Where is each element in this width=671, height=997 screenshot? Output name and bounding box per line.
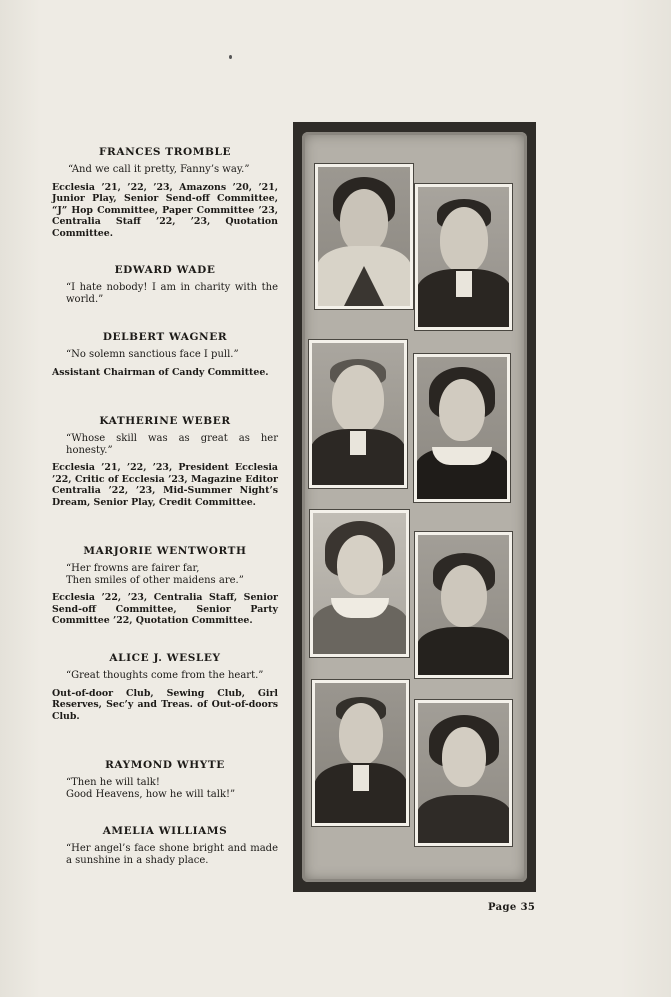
entry-activities: Assistant Chairman of Candy Committee. [52, 366, 269, 378]
entry-alice-wesley [52, 652, 278, 722]
entry-quote: “Whose skill was as great as her honesty.” [66, 433, 278, 456]
portrait-alice-wesley [415, 532, 512, 678]
entry-activities: Ecclesia ’21, ’22, ’23, President Ecclesia ’22, Critic of Ecclesia ’23, Magazine Editor Centralia ’22, ’23, Mid-Summer Night’s Dream, Senior Play, Credit Committee. [52, 462, 278, 508]
entry-name: AMELIA WILLIAMS [102, 825, 228, 837]
entry-activities: Ecclesia ’21, ’22, ’23, Amazons ’20, ’21, Junior Play, Senior Send-off Committee, “J” Hop Committee, Paper Committee ’23, Centralia Staff ’22, ’23, Quotation Committee. [52, 181, 278, 239]
entry-name: RAYMOND WHYTE [105, 759, 225, 771]
page-number: Page 35 [488, 902, 536, 913]
entry-activities: Out-of-door Club, Sewing Club, Girl Reserves, Sec’y and Treas. of Out-of-doors Club. [52, 687, 278, 722]
entry-name: EDWARD WADE [114, 264, 216, 276]
entry-quote: “And we call it pretty, Fanny’s way.” [68, 164, 250, 175]
entry-name: DELBERT WAGNER [102, 331, 228, 343]
portrait-amelia-williams [415, 700, 512, 846]
entry-quote: “Then he will talk! Good Heavens, how he will talk!” [66, 777, 236, 800]
entry-name: MARJORIE WENTWORTH [83, 545, 247, 557]
entry-marjorie-wentworth [52, 545, 278, 627]
entry-amelia-williams [52, 825, 278, 872]
portrait-marjorie-wentworth [310, 510, 409, 657]
entry-quote: “Her angel’s face shone bright and made a sunshine in a shady place. [66, 843, 278, 866]
portrait-delbert-wagner [309, 340, 407, 488]
entry-name: FRANCES TROMBLE [98, 146, 232, 158]
entry-quote: “I hate nobody! I am in charity with the world.” [66, 282, 278, 305]
entry-quote: “Her frowns are fairer far, Then smiles of other maidens are.” [66, 563, 244, 586]
portrait-katherine-weber [414, 354, 510, 502]
entry-edward-wade [52, 264, 278, 311]
portrait-edward-wade [415, 184, 512, 330]
entry-name: ALICE J. WESLEY [109, 652, 221, 664]
print-speck [229, 55, 232, 59]
entry-quote: “No solemn sanctious face I pull.” [66, 349, 239, 360]
entry-katherine-weber [52, 415, 278, 508]
entry-name: KATHERINE WEBER [99, 415, 231, 427]
entry-raymond-whyte [52, 759, 278, 806]
entry-quote: “Great thoughts come from the heart.” [66, 670, 264, 681]
entry-frances-tromble [52, 146, 278, 239]
entry-delbert-wagner [52, 331, 278, 378]
portrait-panel [293, 122, 536, 892]
entry-activities: Ecclesia ’22, ’23, Centralia Staff, Senior Send-off Committee, Senior Party Committee ’22, Quotation Committee. [52, 592, 278, 626]
portrait-raymond-whyte [312, 680, 409, 826]
portrait-frances-tromble [315, 164, 413, 309]
